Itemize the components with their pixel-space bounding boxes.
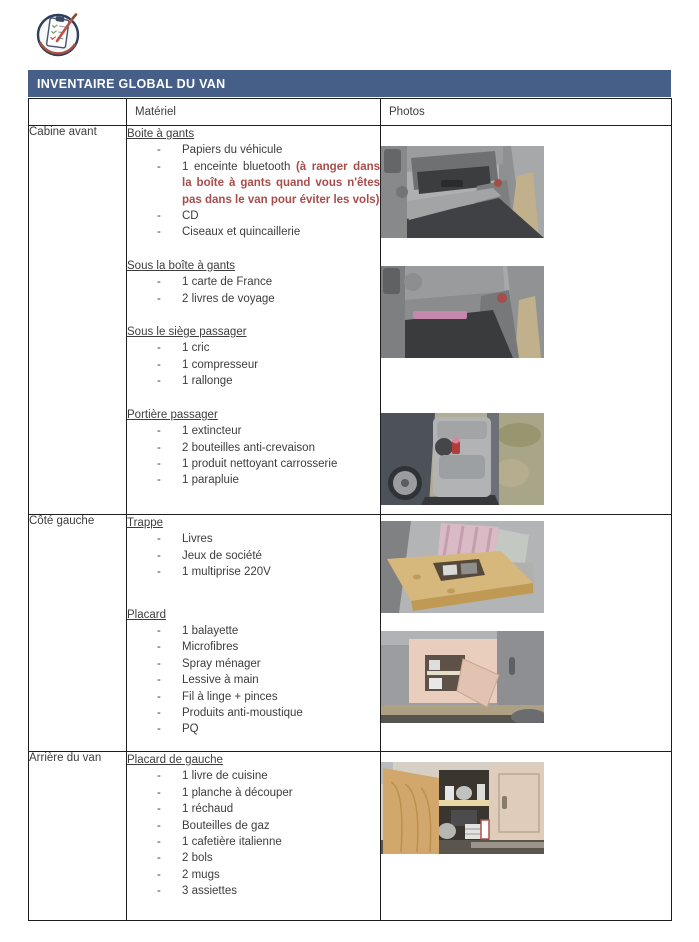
row-label-cabine-avant: Cabine avant (29, 126, 127, 515)
photos-cell-arriere-du-van (381, 752, 672, 921)
list-item: - 2 livres de voyage (127, 291, 380, 307)
list-item: - 1 carte de France (127, 274, 380, 290)
list-item: - Papiers du véhicule (127, 142, 380, 158)
item-list (127, 768, 380, 899)
list-item: - 1 produit nettoyant carrosserie (127, 456, 380, 472)
item-list (127, 623, 380, 738)
rear-cabinet-photo (381, 762, 544, 854)
materiel-cell-cabine-avant (127, 126, 381, 515)
photos-cell-cabine-avant (381, 126, 672, 515)
item-text: 1 enceinte bluetooth (182, 160, 296, 173)
list-item: - 1 extincteur (127, 423, 380, 439)
inventory-table (28, 98, 672, 921)
list-item: - 2 mugs (127, 867, 380, 883)
row-label-cote-gauche: Côté gauche (29, 515, 127, 752)
glove-box-open-photo (381, 146, 544, 238)
section-placard-de-gauche (127, 752, 380, 900)
table-header-row (29, 99, 672, 126)
list-item: - 2 bouteilles anti-crevaison (127, 440, 380, 456)
list-item: - 1 planche à découper (127, 785, 380, 801)
photos-cell-cote-gauche (381, 515, 672, 752)
section-placard (127, 607, 380, 738)
list-item: - Livres (127, 531, 380, 547)
table-row-cote-gauche (29, 515, 672, 752)
list-item: - 1 livre de cuisine (127, 768, 380, 784)
checklist-logo (34, 11, 82, 59)
checklist-logo-icon (34, 11, 82, 59)
section-heading: Placard (127, 608, 166, 621)
list-item: - 1 rallonge (127, 373, 380, 389)
table-row-cabine-avant (29, 126, 672, 515)
section-heading: Sous la boîte à gants (127, 259, 236, 272)
list-item: - Spray ménager (127, 656, 380, 672)
table-row-arriere-du-van (29, 752, 672, 921)
list-item: - 2 bols (127, 850, 380, 866)
list-item: - Bouteilles de gaz (127, 818, 380, 834)
item-list (127, 340, 380, 389)
list-item: - Ciseaux et quincaillerie (127, 224, 380, 240)
header-photos: Photos (381, 99, 672, 126)
item-warning-note: (à ranger dans la boîte à gants quand vous n'êtes pas dans le van pour éviter les vols) (182, 160, 381, 206)
list-item: - PQ (127, 721, 380, 737)
materiel-cell-arriere-du-van (127, 752, 381, 921)
list-item: - Fil à linge + pinces (127, 689, 380, 705)
list-item: - Produits anti-moustique (127, 705, 380, 721)
list-item: - 1 cric (127, 340, 380, 356)
header-empty (29, 99, 127, 126)
passenger-door-photo (381, 413, 544, 505)
list-item: - 3 assiettes (127, 883, 380, 899)
page-title-text: INVENTAIRE GLOBAL DU VAN (37, 76, 226, 91)
list-item: - CD (127, 208, 380, 224)
list-item: - 1 compresseur (127, 357, 380, 373)
side-cupboard-photo (381, 631, 544, 723)
section-boite-a-gants (127, 126, 380, 241)
section-heading: Portière passager (127, 408, 218, 421)
item-list (127, 142, 380, 240)
page-title (28, 70, 671, 97)
item-list (127, 274, 380, 307)
table-trap-door-photo (381, 521, 544, 613)
under-glove-box-photo (381, 266, 544, 358)
section-trappe (127, 515, 380, 581)
section-heading: Sous le siège passager (127, 326, 247, 339)
list-item (127, 159, 380, 208)
row-label-arriere-du-van: Arrière du van (29, 752, 127, 921)
list-item: - Lessive à main (127, 672, 380, 688)
section-heading: Placard de gauche (127, 754, 223, 766)
section-sous-la-boite-a-gants (127, 258, 380, 307)
list-item: - 1 cafetière italienne (127, 834, 380, 850)
materiel-cell-cote-gauche (127, 515, 381, 752)
section-portiere-passager (127, 407, 380, 489)
list-item: - Microfibres (127, 639, 380, 655)
item-list (127, 531, 380, 580)
item-list (127, 423, 380, 489)
list-item: - 1 réchaud (127, 801, 380, 817)
list-item: - 1 balayette (127, 623, 380, 639)
section-sous-le-siege-passager (127, 324, 380, 390)
list-item: - 1 multiprise 220V (127, 564, 380, 580)
section-heading: Boite à gants (127, 128, 195, 140)
list-item: - 1 parapluie (127, 472, 380, 488)
section-heading: Trappe (127, 517, 164, 529)
header-materiel: Matériel (127, 99, 381, 126)
list-item: - Jeux de société (127, 548, 380, 564)
